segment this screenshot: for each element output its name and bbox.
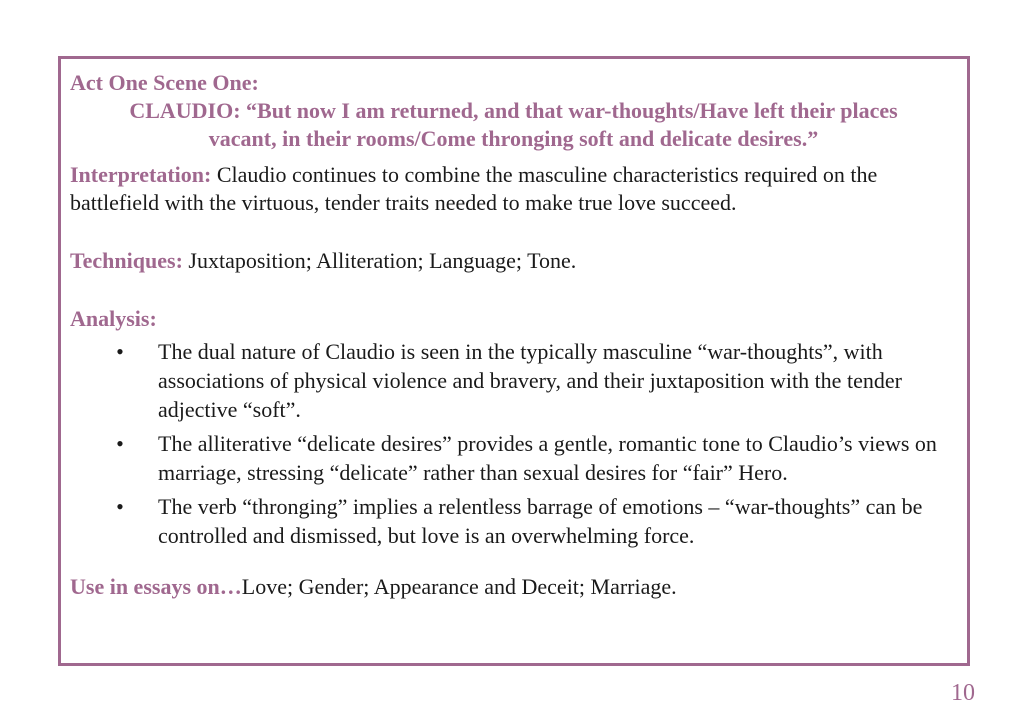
quote-line-2: vacant, in their rooms/Come thronging soft and delicate desires.” [208, 126, 819, 151]
bullet-icon: • [116, 339, 124, 364]
interpretation-label: Interpretation: [70, 162, 212, 187]
list-item [70, 429, 957, 487]
quote-line-1: CLAUDIO: “But now I am returned, and that war-thoughts/Have left their places [129, 98, 898, 123]
analysis-point-1: The dual nature of Claudio is seen in the typically masculine “war-thoughts”, with associations of physical violence and bravery, and their juxtaposition with the tender adjective “soft”. [158, 339, 902, 422]
essays-label: Use in essays on… [70, 574, 242, 599]
essays-section [70, 573, 957, 601]
essays-text: Love; Gender; Appearance and Deceit; Marriage. [241, 574, 677, 599]
analysis-point-3: The verb “thronging” implies a relentless barrage of emotions – “war-thoughts” can be controlled and dismissed, but love is an overwhelming force. [158, 494, 923, 548]
scene-heading: Act One Scene One: [70, 70, 259, 95]
analysis-list [70, 337, 957, 550]
bullet-icon: • [116, 494, 124, 519]
techniques-text: Juxtaposition; Alliteration; Language; Tone. [188, 248, 577, 273]
list-item [70, 337, 957, 424]
techniques-label: Techniques: [70, 248, 183, 273]
interpretation-text: Claudio continues to combine the masculine characteristics required on the battlefield with the virtuous, tender traits needed to make true love succeed. [70, 162, 878, 215]
analysis-point-2: The alliterative “delicate desires” provides a gentle, romantic tone to Claudio’s views on marriage, stressing “delicate” rather than sexual desires for “fair” Hero. [158, 431, 937, 485]
techniques-section [70, 247, 957, 275]
content-box [58, 56, 970, 666]
claudio-quote [70, 97, 957, 153]
page-number: 10 [951, 680, 975, 706]
analysis-label: Analysis: [70, 306, 157, 331]
list-item [70, 492, 957, 550]
interpretation-section [70, 161, 957, 217]
bullet-icon: • [116, 431, 124, 456]
